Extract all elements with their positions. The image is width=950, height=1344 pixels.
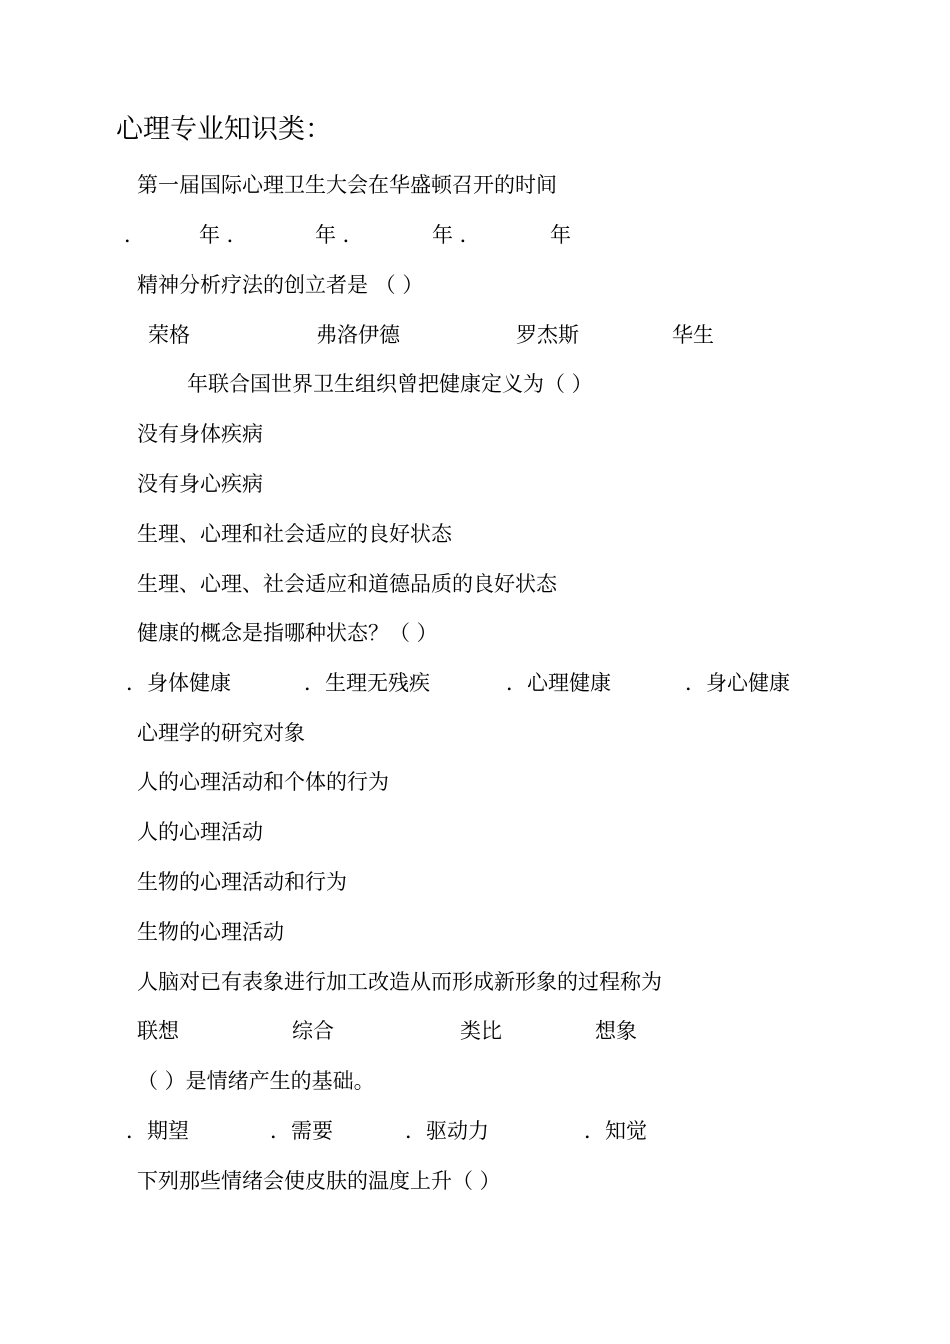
question-1-stem: 第一届国际心理卫生大会在华盛顿召开的时间 — [137, 173, 557, 197]
question-1-option: ． — [124, 223, 145, 247]
question-1-option: 年 — [550, 223, 571, 247]
question-5-option: 生物的心理活动 — [137, 920, 284, 944]
question-8-stem: 下列那些情绪会使皮肤的温度上升（ ） — [137, 1169, 501, 1193]
question-1-option: 年 ． — [315, 223, 364, 247]
question-5-option: 人的心理活动和个体的行为 — [137, 770, 389, 794]
question-4-stem: 健康的概念是指哪种状态？（ ） — [137, 621, 438, 645]
question-7-option: ．驱动力 — [405, 1119, 489, 1143]
question-7-option: ．期望 — [126, 1119, 189, 1143]
question-2-option: 荣格 — [148, 323, 190, 347]
question-1-option: 年 ． — [432, 223, 481, 247]
question-5-stem: 心理学的研究对象 — [137, 721, 305, 745]
question-4-option: ．生理无残疾 — [304, 671, 430, 695]
question-6-option: 联想 — [137, 1019, 179, 1043]
question-6-option: 想象 — [595, 1019, 637, 1043]
question-5-option: 人的心理活动 — [137, 820, 263, 844]
question-5-option: 生物的心理活动和行为 — [137, 870, 347, 894]
question-3-option: 没有身心疾病 — [137, 472, 263, 496]
question-7-stem: （ ）是情绪产生的基础。 — [137, 1069, 375, 1093]
question-3-option: 没有身体疾病 — [137, 422, 263, 446]
question-3-option: 生理、心理、社会适应和道德品质的良好状态 — [137, 572, 557, 596]
question-7-option: ．需要 — [270, 1119, 333, 1143]
question-6-stem: 人脑对已有表象进行加工改造从而形成新形象的过程称为 — [137, 970, 662, 994]
question-6-option: 类比 — [460, 1019, 502, 1043]
question-4-option: ．心理健康 — [506, 671, 611, 695]
question-2-stem: 精神分析疗法的创立者是 （ ） — [137, 273, 424, 297]
question-1-option: 年 ． — [199, 223, 248, 247]
question-4-option: ．身心健康 — [685, 671, 790, 695]
question-6-option: 综合 — [292, 1019, 334, 1043]
question-2-option: 华生 — [672, 323, 714, 347]
question-3-option: 生理、心理和社会适应的良好状态 — [137, 522, 452, 546]
question-2-option: 弗洛伊德 — [316, 323, 400, 347]
question-3-stem: 年联合国世界卫生组织曾把健康定义为（ ） — [187, 372, 593, 396]
question-2-option: 罗杰斯 — [516, 323, 579, 347]
question-7-option: ．知觉 — [584, 1119, 647, 1143]
question-4-option: ．身体健康 — [126, 671, 231, 695]
page-title: 心理专业知识类： — [116, 114, 332, 145]
